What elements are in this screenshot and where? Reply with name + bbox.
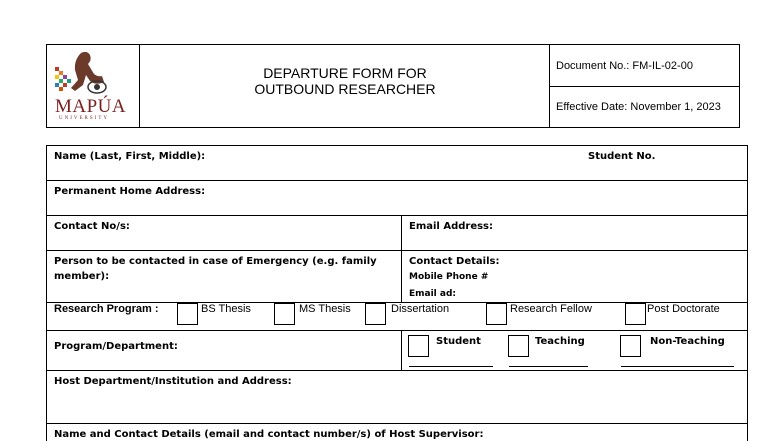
page-title: DEPARTURE FORM FOR OUTBOUND RESEARCHER xyxy=(254,65,436,97)
row-divider xyxy=(47,250,747,251)
column-divider xyxy=(401,330,402,370)
student-checkbox[interactable] xyxy=(408,335,429,357)
contact-details-label: Contact Details: xyxy=(409,256,500,267)
row-divider xyxy=(47,370,747,371)
host-department-label: Host Department/Institution and Address: xyxy=(54,376,292,387)
logo-wordmark: MAPÚA xyxy=(55,96,127,117)
non-teaching-checkbox[interactable] xyxy=(620,335,641,357)
logo-emblem-icon xyxy=(49,47,137,97)
emergency-contact-label: Person to be contacted in case of Emergency (e.g. family member): xyxy=(54,256,377,282)
permanent-address-label: Permanent Home Address: xyxy=(54,186,206,197)
post-doctorate-checkbox[interactable] xyxy=(625,303,646,325)
column-divider xyxy=(401,215,402,302)
student-no-label: Student No. xyxy=(588,151,656,162)
university-logo xyxy=(49,47,137,125)
email-ad-label: Email ad: xyxy=(409,289,457,299)
ms-thesis-checkbox[interactable] xyxy=(274,303,295,325)
document-number: Document No.: FM-IL-02-00 xyxy=(556,60,693,72)
program-department-label: Program/Department: xyxy=(54,341,178,352)
research-program-label: Research Program : xyxy=(54,303,159,315)
teaching-checkbox[interactable] xyxy=(508,335,529,357)
row-divider xyxy=(47,215,747,216)
non-teaching-option: Non-Teaching xyxy=(650,336,725,347)
dissertation-checkbox[interactable] xyxy=(365,303,386,325)
name-label: Name (Last, First, Middle): xyxy=(54,151,206,162)
teaching-underline xyxy=(509,366,588,367)
teaching-option: Teaching xyxy=(535,336,585,347)
student-option: Student xyxy=(436,336,481,347)
contact-no-label: Contact No/s: xyxy=(54,221,130,232)
non-teaching-underline xyxy=(621,366,734,367)
ms-thesis-option: MS Thesis xyxy=(299,303,351,315)
student-underline xyxy=(409,366,493,367)
header-divider xyxy=(549,86,739,87)
row-divider xyxy=(47,330,747,331)
row-divider xyxy=(47,180,747,181)
bs-thesis-option: BS Thesis xyxy=(201,303,251,315)
email-address-label: Email Address: xyxy=(409,221,494,232)
dissertation-option: Dissertation xyxy=(391,303,450,315)
mobile-phone-label: Mobile Phone # xyxy=(409,272,489,282)
row-divider xyxy=(47,423,747,424)
research-fellow-option: Research Fellow xyxy=(510,303,592,315)
effective-date: Effective Date: November 1, 2023 xyxy=(556,101,721,113)
logo-subtitle: UNIVERSITY xyxy=(59,116,109,121)
research-fellow-checkbox[interactable] xyxy=(486,303,507,325)
form-header xyxy=(46,44,740,128)
bs-thesis-checkbox[interactable] xyxy=(177,303,198,325)
post-doctorate-option: Post Doctorate xyxy=(647,303,720,315)
host-supervisor-label: Name and Contact Details (email and contact number/s) of Host Supervisor: xyxy=(54,429,484,440)
departure-form xyxy=(46,145,748,441)
